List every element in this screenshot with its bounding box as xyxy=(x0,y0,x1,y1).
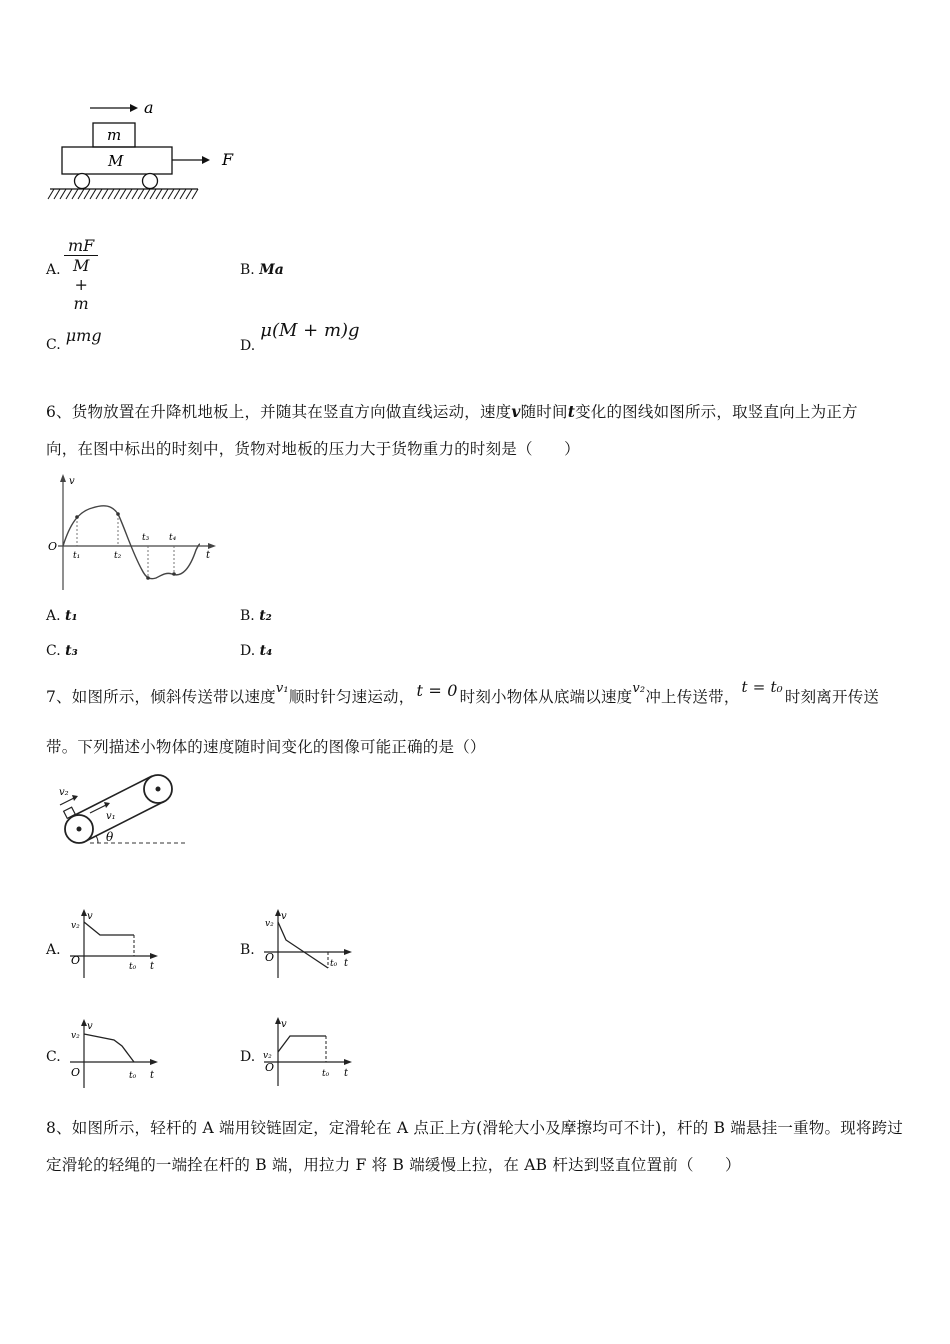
q6-text: 随时间 xyxy=(520,403,568,421)
axis-label-t: t xyxy=(150,1070,155,1081)
q6-option-b[interactable] xyxy=(240,608,272,624)
q7-graph-a[interactable] xyxy=(66,908,166,980)
q7-question-line1 xyxy=(46,678,926,712)
q7-question-line2: 带。下列描述小物体的速度随时间变化的图像可能正确的是（） xyxy=(46,738,486,756)
fraction xyxy=(64,236,98,313)
wheel-right xyxy=(143,174,158,189)
q6-option-a[interactable] xyxy=(46,608,78,624)
q8-question-line2: 定滑轮的轻绳的一端拴在杆的 B 端，用拉力 F 将 B 端缓慢上拉，在 AB 杆达到竖直位置前（ ） xyxy=(46,1156,741,1174)
force-label: F xyxy=(222,150,234,169)
q7-text: 顺时针匀速运动， xyxy=(288,688,415,706)
accel-label: a xyxy=(144,98,154,117)
fraction-numerator: mF xyxy=(68,236,95,255)
origin-label: O xyxy=(265,951,275,964)
option-label: D. xyxy=(240,643,256,659)
option-label: D. xyxy=(240,1049,256,1065)
option-text: Ma xyxy=(259,262,284,278)
q5-option-c[interactable] xyxy=(46,326,102,353)
option-label: C. xyxy=(46,337,61,353)
q6-text: 变化的图线如图所示，取竖直向上为正方 xyxy=(575,403,858,421)
belt-lower xyxy=(86,801,165,841)
q7-option-d[interactable] xyxy=(240,1049,255,1065)
axis-label-v: v xyxy=(281,1019,287,1030)
option-text: t₁ xyxy=(65,608,78,624)
label-v2: v₂ xyxy=(59,787,69,798)
label-v2: v₂ xyxy=(265,919,274,929)
axis-label-t: t xyxy=(344,958,349,969)
q7-graph-d[interactable] xyxy=(260,1016,360,1088)
cart-block-diagram xyxy=(40,95,260,210)
q6-var-v: v xyxy=(511,402,521,421)
option-text: t₄ xyxy=(259,643,273,659)
origin-label: O xyxy=(48,540,58,553)
option-label: C. xyxy=(46,643,61,659)
origin-label: O xyxy=(71,954,81,967)
option-label: B. xyxy=(240,942,255,958)
q7-var-t0: t = 0 xyxy=(416,681,458,700)
q6-velocity-graph xyxy=(44,472,224,594)
q6-question-line2: 向，在图中标出的时刻中，货物对地板的压力大于货物重力的时刻是（ ） xyxy=(46,440,580,458)
q7-conveyor-belt-diagram xyxy=(50,773,190,853)
q6-option-c[interactable] xyxy=(46,643,78,659)
option-text: t₃ xyxy=(65,643,78,659)
label-v1: v₁ xyxy=(106,811,116,822)
label-v2: v₂ xyxy=(71,921,80,931)
q7-text: 时刻离开传送 xyxy=(784,688,880,706)
q7-var-v2: v₂ xyxy=(632,681,646,696)
option-text: t₂ xyxy=(259,608,272,624)
q8-question-line1: 8、如图所示，轻杆的 A 端用铰链固定，定滑轮在 A 点正上方(滑轮大小及摩擦均可不计)，杆的 B 端悬挂一重物。现将跨过 xyxy=(46,1119,903,1137)
option-label: A. xyxy=(46,942,61,958)
axis-label-t: t xyxy=(206,550,211,561)
q7-graph-b[interactable] xyxy=(260,908,360,980)
wheel-left xyxy=(75,174,90,189)
q6-question-line1 xyxy=(46,402,916,422)
label-t0: t₀ xyxy=(330,959,338,969)
q7-option-a[interactable] xyxy=(46,942,61,958)
option-label: A. xyxy=(46,262,61,278)
option-text: μmg xyxy=(65,326,102,345)
q7-text: 冲上传送带， xyxy=(645,688,740,706)
velocity-line xyxy=(278,1036,326,1052)
tick-label-t3: t₃ xyxy=(142,533,150,543)
label-t0: t₀ xyxy=(322,1069,330,1079)
velocity-line xyxy=(278,922,328,968)
tick-label-t4: t₄ xyxy=(169,533,177,543)
bottom-block-label: M xyxy=(108,152,124,170)
axis-label-v: v xyxy=(87,1021,93,1032)
fraction-denominator: M + m xyxy=(64,255,98,313)
option-label: C. xyxy=(46,1049,61,1065)
axis-label-t: t xyxy=(344,1068,349,1079)
q7-text: 7、如图所示，倾斜传送带以速度 xyxy=(46,688,276,706)
q6-option-d[interactable] xyxy=(240,643,272,659)
q6-var-t: t xyxy=(567,402,576,421)
q7-var-t-equals-t0: t = t₀ xyxy=(741,678,783,696)
label-v2: v₂ xyxy=(263,1051,272,1061)
q7-var-v1: v₁ xyxy=(275,681,289,696)
q5-option-b[interactable] xyxy=(240,262,284,278)
belt-upper xyxy=(73,776,152,816)
label-v2: v₂ xyxy=(71,1031,80,1041)
q5-option-d[interactable] xyxy=(240,320,360,354)
tick-label-t2: t₂ xyxy=(114,551,122,561)
origin-label: O xyxy=(265,1061,275,1074)
q6-text: 6、货物放置在升降机地板上，并随其在竖直方向做直线运动，速度 xyxy=(46,403,512,421)
tick-label-t1: t₁ xyxy=(73,551,81,561)
option-label: D. xyxy=(240,338,256,354)
axis-label-v: v xyxy=(87,911,93,922)
q7-text: 时刻小物体从底端以速度 xyxy=(459,688,633,706)
q7-option-b[interactable] xyxy=(240,942,255,958)
q7-graph-c[interactable] xyxy=(66,1018,166,1090)
label-theta: θ xyxy=(106,830,114,844)
top-block-label: m xyxy=(107,126,122,144)
option-text: μ(M + m)g xyxy=(260,320,360,341)
option-label: B. xyxy=(240,608,255,624)
axis-label-v: v xyxy=(281,911,287,922)
ground-hatch xyxy=(48,189,198,199)
label-t0: t₀ xyxy=(129,1071,137,1081)
origin-label: O xyxy=(71,1066,81,1079)
axis-label-t: t xyxy=(150,961,155,972)
velocity-line xyxy=(84,1034,134,1062)
q7-option-c[interactable] xyxy=(46,1049,61,1065)
label-t0: t₀ xyxy=(129,962,137,972)
option-label: A. xyxy=(46,608,61,624)
axis-label-v: v xyxy=(69,476,75,487)
velocity-line xyxy=(84,922,134,935)
velocity-curve xyxy=(63,506,200,579)
option-label: B. xyxy=(240,262,255,278)
